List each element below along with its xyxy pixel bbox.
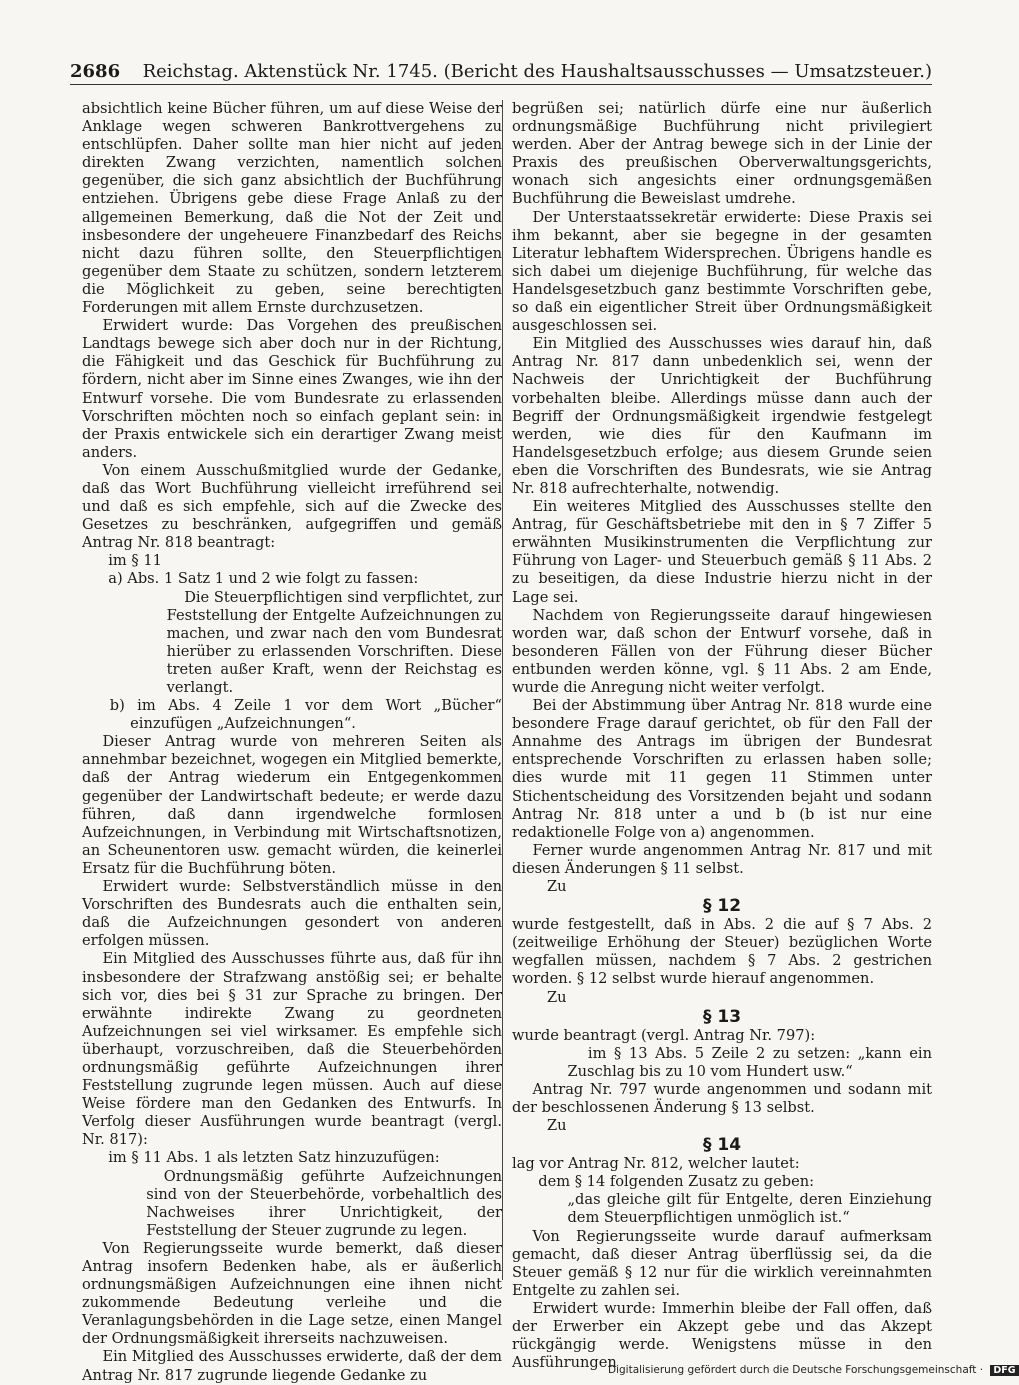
dfg-logo: DFG <box>990 1365 1018 1376</box>
digitization-credit <box>608 1364 1019 1376</box>
paragraph: Von Regierungsseite wurde darauf aufmerksam gemacht, daß dieser Antrag überflüssig sei, da die Steuer gemäß § 12 nur für die wirklich vereinnahmten Entgelte zu zahlen sei. <box>512 1227 932 1299</box>
section-heading-13: § 13 <box>702 1006 742 1027</box>
paragraph: begrüßen sei; natürlich dürfe eine nur äußerlich ordnungsmäßige Buchführung nicht privilegiert werden. Aber der Antrag bewege sich in der Linie der Praxis des preußischen Oberverwaltungsgerichts, wonach sich angesichts einer ordnungsgemäßen Buchführung die Beweislast umdrehe. <box>512 100 932 208</box>
paragraph: absichtlich keine Bücher führen, um auf diese Weise der Anklage wegen schweren Bankrottvergehens zu entschlüpfen. Daher sollte man hier nicht auf jeden direkten Zwang verzichten, namentlich solchen gegenüber, die sich ganz absichtlich der Buchführung entziehen. Übrigens gebe diese Frage Anlaß zu der allgemeinen Bemerkung, daß die Not der Zeit und insbesondere der ungeheuere Finanzbedarf des Reichs nicht dazu führen sollte, den Steuerpflichtigen gegenüber dem Staate zu schützen, sondern letzterem die Möglichkeit zu geben, seine berechtigten Forderungen mit allem Ernste durchzusetzen. <box>82 100 502 317</box>
paragraph: wurde festgestellt, daß in Abs. 2 die auf § 7 Abs. 2 (zeitweilige Erhöhung der Steuer) bezüglichen Worte wegfallen müssen, nachdem § 7 Abs. 2 gestrichen worden. § 12 selbst wurde hierauf angenommen. <box>512 916 932 988</box>
left-column <box>82 100 502 1385</box>
section-intro: Zu <box>547 1117 567 1135</box>
paragraph: Ein Mitglied des Ausschusses erwiderte, daß der dem Antrag Nr. 817 zugrunde liegende Gedanke zu <box>82 1348 502 1384</box>
paragraph: Der Unterstaatssekretär erwiderte: Diese Praxis sei ihm bekannt, aber sie begegne in der gesamten Literatur lebhaftem Widersprechen. Übrigens handle es sich dabei um diejenige Buchführung, für welche das Handelsgesetzbuch ganz bestimmte Vorschriften gebe, so daß ein eigentlicher Streit über Ordnungsmäßigkeit ausgeschlossen sei. <box>512 208 932 335</box>
paragraph: Ferner wurde angenommen Antrag Nr. 817 und mit diesen Änderungen § 11 selbst. <box>512 841 932 877</box>
quoted-text: „das gleiche gilt für Entgelte, deren Einziehung dem Steuerpflichtigen unmöglich ist.“ <box>567 1191 932 1227</box>
paragraph: Von Regierungsseite wurde bemerkt, daß dieser Antrag insofern Bedenken habe, als er äußerlich ordnungsmäßigen Aufzeichnungen eine ihnen nicht zukommende Bedeutung verleihe und die Veranlagungsbehörden in die Lage setze, einen Mangel der Ordnungsmäßigkeit ihrerseits nachzuweisen. <box>82 1239 502 1348</box>
page-header <box>70 60 932 85</box>
quoted-text: Ordnungsmäßig geführte Aufzeichnungen sind von der Steuerbehörde, vorbehaltlich des Nachweises ihrer Unrichtigkeit, der Feststellung der Steuer zugrunde zu legen. <box>146 1167 502 1239</box>
paragraph: Erwidert wurde: Selbstverständlich müsse in den Vorschriften des Bundesrats auch die enthalten sein, daß die Aufzeichnungen gesondert von anderen erfolgen müssen. <box>82 878 502 950</box>
paragraph: wurde beantragt (vergl. Antrag Nr. 797): <box>512 1026 816 1044</box>
paragraph: Antrag Nr. 797 wurde angenommen und sodann mit der beschlossenen Änderung § 13 selbst. <box>512 1080 932 1116</box>
quoted-text: im § 13 Abs. 5 Zeile 2 zu setzen: „kann ein Zuschlag bis zu 10 vom Hundert usw.“ <box>567 1044 932 1080</box>
section-heading-12: § 12 <box>702 896 742 917</box>
paragraph: Von einem Ausschußmitglied wurde der Gedanke, daß das Wort Buchführung vielleicht irreführend sei und daß es sich empfehle, sich auf die Zwecke des Gesetzes zu beschränken, aufgegriffen und gemäß Antrag Nr. 818 beantragt: <box>82 461 502 552</box>
section-intro: Zu <box>547 878 567 896</box>
section-heading-14: § 14 <box>702 1135 742 1156</box>
list-item: a) Abs. 1 Satz 1 und 2 wie folgt zu fassen: <box>108 570 419 588</box>
list-item: b) im Abs. 4 Zeile 1 vor dem Wort „Bücher“ einzufügen „Aufzeichnungen“. <box>109 697 502 733</box>
column-divider <box>502 100 503 1280</box>
paragraph: im § 11 <box>108 552 162 570</box>
page-number: 2686 <box>70 61 121 82</box>
paragraph: Dieser Antrag wurde von mehreren Seiten als annehmbar bezeichnet, wogegen ein Mitglied bemerkte, daß der Antrag wiederum ein Entgegenkommen gegenüber der Landwirtschaft bedeute; er werde dazu führen, daß dann irgendwelche formlosen Aufzeichnungen, in Verbindung mit Wirtschaftsnotizen, an Scheunentoren usw. gemacht würden, die keinerlei Ersatz für die Buchführung böten. <box>82 733 502 877</box>
paragraph: dem § 14 folgenden Zusatz zu geben: <box>538 1173 815 1191</box>
paragraph: Nachdem von Regierungsseite darauf hingewiesen worden war, daß schon der Entwurf vorsehe, daß in besonderen Fällen von der Führung dieser Bücher entbunden werden könne, vgl. § 11 Abs. 2 am Ende, wurde die Anregung nicht weiter verfolgt. <box>512 606 932 696</box>
paragraph: lag vor Antrag Nr. 812, welcher lautet: <box>512 1155 800 1173</box>
running-title: Reichstag. Aktenstück Nr. 1745. (Bericht des Haushaltsausschusses — Umsatzsteuer.) <box>142 61 932 82</box>
paragraph: Bei der Abstimmung über Antrag Nr. 818 wurde eine besondere Frage darauf gerichtet, ob für den Fall der Annahme des Antrags im übrigen der Bundesrat entsprechende Vorschriften zu erlassen haben solle; dies wurde mit 11 gegen 11 Stimmen unter Stichentscheidung des Vorsitzenden bejaht und sodann Antrag Nr. 818 unter a und b (b ist nur eine redaktionelle Folge von a) angenommen. <box>512 697 932 841</box>
paragraph: Ein Mitglied des Ausschusses wies darauf hin, daß Antrag Nr. 817 dann unbedenklich sei, wenn der Nachweis der Unrichtigkeit der Buchführung vorbehalten bleibe. Allerdings müsse dann auch der Begriff der Ordnungsmäßigkeit irgendwie festgelegt werden, wie dies für den Kaufmann im Handelsgesetzbuch erfolge; aus diesem Grunde seien eben die Vorschriften des Bundesrats, wie sie Antrag Nr. 818 aufrechterhalte, notwendig. <box>512 335 932 497</box>
section-intro: Zu <box>547 988 567 1006</box>
paragraph: Ein weiteres Mitglied des Ausschusses stellte den Antrag, für Geschäftsbetriebe mit den in § 7 Ziffer 5 erwähnten Musikinstrumenten die Verpflichtung zur Führung von Lager- und Steuerbuch gemäß § 11 Abs. 2 zu beseitigen, da diese Industrie hierzu nicht in der Lage sei. <box>512 498 932 606</box>
paragraph: Ein Mitglied des Ausschusses führte aus, daß für ihn insbesondere der Strafzwang anstößig sei; er behalte sich vor, dies bei § 31 zur Sprache zu bringen. Der erwähnte indirekte Zwang zu geordneten Aufzeichnungen sei viel wirksamer. Es empfehle sich überhaupt, vorzuschreiben, daß die Steuerbehörden ordnungsmäßig geführte Aufzeichnungen ihrer Feststellung zugrunde legen müssen. Auch auf diese Weise fördere man den Gedanken des Entwurfs. In Verfolg dieser Ausführungen wurde beantragt (vergl. Nr. 817): <box>82 950 502 1149</box>
right-column <box>512 100 932 1372</box>
paragraph: im § 11 Abs. 1 als letzten Satz hinzuzufügen: <box>108 1149 440 1167</box>
paragraph: Erwidert wurde: Immerhin bleibe der Fall offen, daß der Erwerber ein Akzept gebe und das Akzept rückgängig werde. Wenigstens müsse in den Ausführungen <box>512 1299 932 1372</box>
quoted-text: Die Steuerpflichtigen sind verpflichtet, zur Feststellung der Entgelte Aufzeichnungen zu machen, und zwar nach den vom Bundesrat hierüber zu erlassenden Vorschriften. Diese treten außer Kraft, wenn der Reichstag es verlangt. <box>166 588 502 696</box>
paragraph: Erwidert wurde: Das Vorgehen des preußischen Landtags bewege sich aber doch nur in der Richtung, die Fähigkeit und das Geschick für Buchführung zu fördern, nicht aber im Sinne eines Zwanges, wie ihn der Entwurf vorsehe. Die vom Bundesrate zu erlassenden Vorschriften möchten noch so einfach geplant sein: in der Praxis entwickele sich ein derartiger Zwang meist anders. <box>82 317 502 461</box>
credit-text: Digitalisierung gefördert durch die Deutsche Forschungsgemeinschaft · <box>608 1364 984 1376</box>
